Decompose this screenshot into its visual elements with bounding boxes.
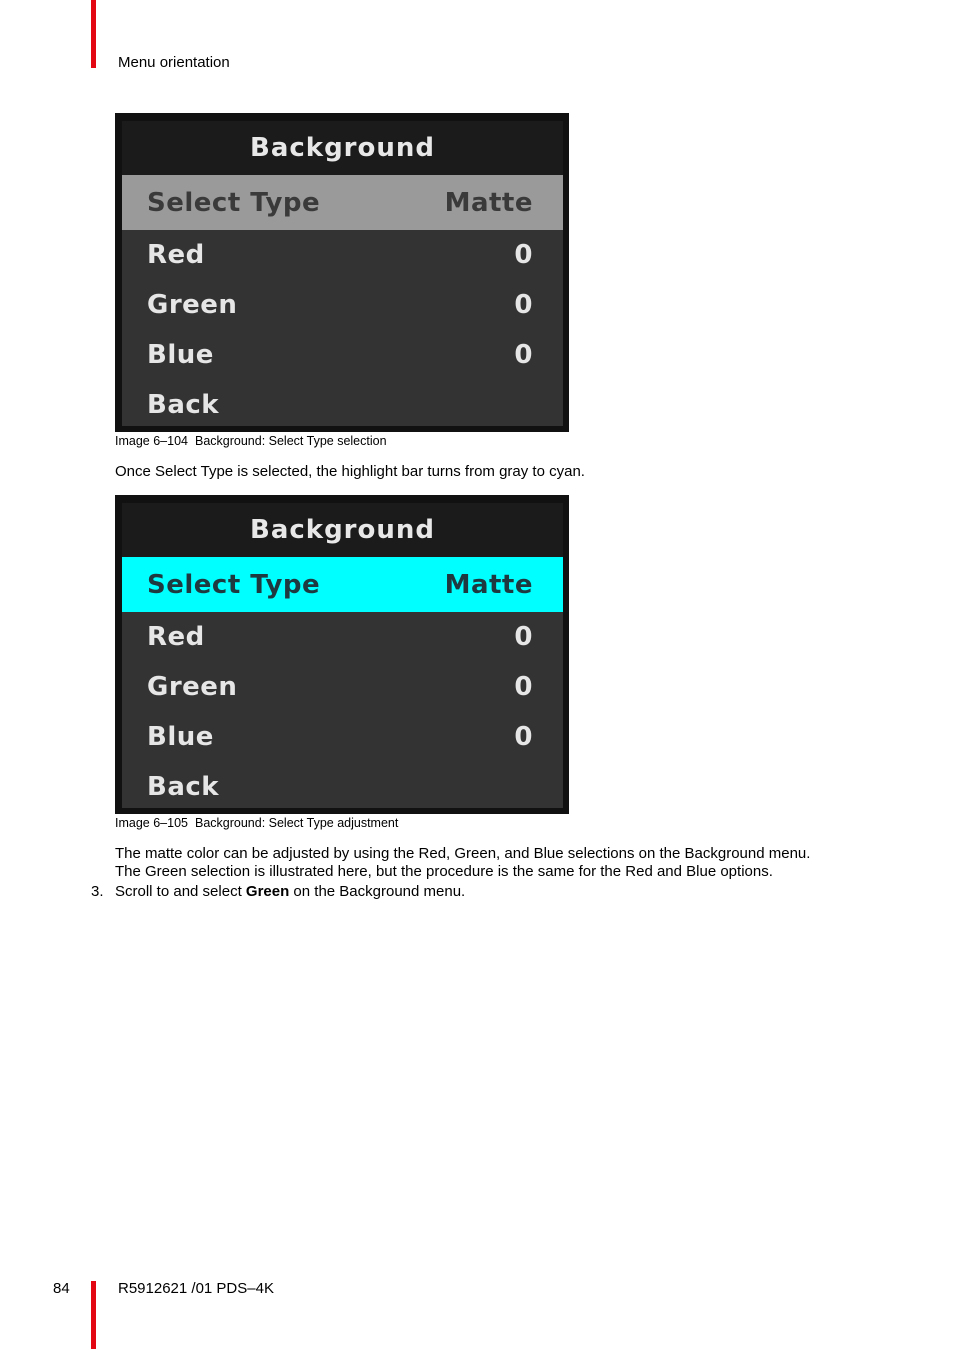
step-text-after: on the Background menu. [289, 883, 466, 900]
menu-row-label: Select Type [147, 187, 321, 218]
caption-number: Image 6–105 [115, 816, 188, 830]
menu-row-value: 0 [514, 672, 533, 702]
paragraph-line: The matte color can be adjusted by using the Red, Green, and Blue selections on the Background menu. [115, 845, 811, 862]
header-accent-bar [91, 0, 96, 68]
menu-row-value: 0 [514, 290, 533, 320]
menu-row-label: Select Type [147, 569, 321, 600]
menu-panel [122, 121, 563, 426]
menu-row-value: 0 [514, 340, 533, 370]
step-text-before: Scroll to and select [115, 883, 246, 900]
page-number: 84 [53, 1280, 70, 1297]
menu-row-value: 0 [514, 240, 533, 270]
menu-row-label: Back [147, 772, 220, 802]
figure-caption [115, 816, 398, 830]
paragraph-line: The Green selection is illustrated here, but the procedure is the same for the Red and Blue options. [115, 863, 773, 880]
caption-text: Background: Select Type selection [194, 434, 387, 448]
menu-row-back [122, 762, 563, 812]
menu-screenshot-select-type-selection [115, 113, 569, 432]
menu-row-green [122, 662, 563, 712]
footer-doc-id: R5912621 /01 PDS–4K [118, 1280, 274, 1297]
menu-row-label: Back [147, 390, 220, 420]
step-item [91, 883, 465, 900]
menu-screenshot-select-type-adjustment [115, 495, 569, 814]
menu-panel [122, 503, 563, 808]
menu-row-back [122, 380, 563, 430]
menu-row-green [122, 280, 563, 330]
menu-row-select-type [122, 557, 563, 612]
menu-row-blue [122, 330, 563, 380]
menu-title: Background [122, 121, 563, 175]
menu-row-label: Red [147, 240, 205, 270]
menu-row-label: Green [147, 290, 238, 320]
caption-text: Background: Select Type adjustment [194, 816, 399, 830]
menu-row-label: Blue [147, 340, 214, 370]
menu-row-value: 0 [514, 622, 533, 652]
menu-row-red [122, 612, 563, 662]
menu-row-blue [122, 712, 563, 762]
figure-caption [115, 434, 387, 448]
header-section-title: Menu orientation [118, 54, 230, 71]
step-text-bold: Green [245, 883, 290, 900]
paragraph [115, 845, 810, 881]
menu-row-label: Blue [147, 722, 214, 752]
menu-title: Background [122, 503, 563, 557]
caption-number: Image 6–104 [115, 434, 188, 448]
menu-row-value: 0 [514, 722, 533, 752]
menu-row-red [122, 230, 563, 280]
paragraph: Once Select Type is selected, the highlight bar turns from gray to cyan. [115, 463, 585, 480]
step-number: 3. [91, 883, 104, 900]
menu-row-label: Red [147, 622, 205, 652]
menu-row-value: Matte [444, 569, 533, 600]
footer-accent-bar [91, 1281, 96, 1349]
menu-row-select-type [122, 175, 563, 230]
menu-row-label: Green [147, 672, 238, 702]
menu-row-value: Matte [444, 187, 533, 218]
